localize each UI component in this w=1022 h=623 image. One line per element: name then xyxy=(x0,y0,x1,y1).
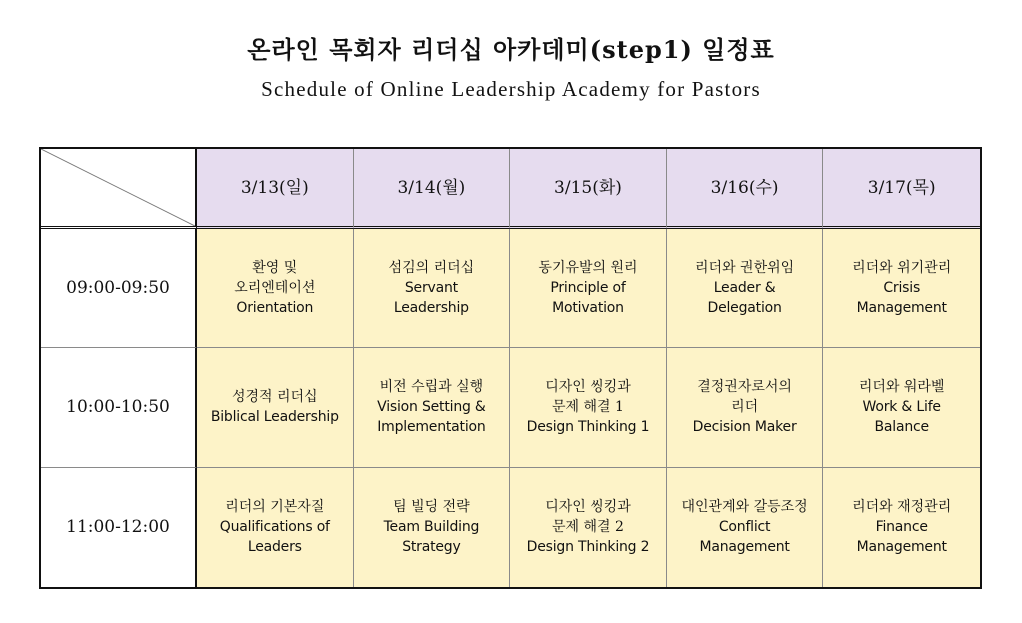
session-text-line: 리더와 위기관리 xyxy=(852,260,952,277)
session-text-line: Conflict xyxy=(718,519,771,536)
session-text-line: Leaders xyxy=(247,539,302,556)
corner-cell xyxy=(41,149,197,229)
time-slot-label: 11:00-12:00 xyxy=(41,468,197,587)
session-text-line: 리더 xyxy=(731,399,759,416)
page-subtitle: Schedule of Online Leadership Academy for Pastors xyxy=(261,77,761,101)
session-text-line: Design Thinking 1 xyxy=(526,419,650,436)
diagonal-divider xyxy=(41,149,195,226)
time-slot-label: 09:00-09:50 xyxy=(41,229,197,348)
session-text-line: Design Thinking 2 xyxy=(526,539,650,556)
session-text-line: Motivation xyxy=(552,300,624,317)
session-text-line: 비전 수립과 실행 xyxy=(379,379,484,396)
session-text-line: 대인관계와 갈등조정 xyxy=(681,499,808,516)
day-header: 3/15(화) xyxy=(510,149,667,229)
session-text-line: Leadership xyxy=(393,300,469,317)
session-text-line: 리더와 워라벨 xyxy=(858,379,945,396)
session-cell xyxy=(823,348,980,467)
page-title: 온라인 목회자 리더십 아카데미(step1) 일정표 xyxy=(247,35,775,64)
session-text-line: 문제 해결 1 xyxy=(552,399,624,416)
session-text-line: 디자인 씽킹과 xyxy=(545,499,631,516)
session-text-line: Work & Life xyxy=(862,399,941,416)
time-slot-label: 10:00-10:50 xyxy=(41,348,197,467)
session-text-line: 리더와 권한위임 xyxy=(695,260,795,277)
session-text-line: 환영 및 xyxy=(252,260,298,277)
session-text-line: Strategy xyxy=(402,539,461,556)
session-text-line: Finance xyxy=(875,519,928,536)
session-text-line: 리더의 기본자질 xyxy=(225,499,325,516)
session-text-line: Management xyxy=(856,300,947,317)
session-cell xyxy=(667,348,824,467)
session-cell xyxy=(510,229,667,348)
session-cell xyxy=(510,468,667,587)
day-header: 3/13(일) xyxy=(197,149,354,229)
day-header: 3/16(수) xyxy=(667,149,824,229)
session-text-line: Qualifications of xyxy=(219,519,330,536)
session-text-line: Team Building xyxy=(383,519,480,536)
session-text-line: 오리엔테이션 xyxy=(234,280,316,297)
session-text-line: Implementation xyxy=(377,419,486,436)
session-text-line: Leader & xyxy=(713,280,776,297)
day-header: 3/17(목) xyxy=(823,149,980,229)
session-text-line: Balance xyxy=(874,419,929,436)
schedule-table xyxy=(39,147,982,589)
session-text-line: 리더와 재정관리 xyxy=(852,499,952,516)
session-text-line: Principle of xyxy=(550,280,626,297)
session-text-line: Decision Maker xyxy=(692,419,797,436)
session-text-line: 문제 해결 2 xyxy=(552,519,624,536)
session-text-line: Delegation xyxy=(707,300,782,317)
session-text-line: 결정권자로서의 xyxy=(697,379,792,396)
session-text-line: Management xyxy=(856,539,947,556)
session-text-line: 디자인 씽킹과 xyxy=(545,379,631,396)
session-text-line: Crisis xyxy=(883,280,921,297)
session-cell xyxy=(354,468,511,587)
session-cell xyxy=(197,468,354,587)
session-text-line: 팀 빌딩 전략 xyxy=(393,499,470,516)
session-cell xyxy=(823,229,980,348)
session-cell xyxy=(667,229,824,348)
session-cell xyxy=(197,348,354,467)
session-text-line: Management xyxy=(699,539,790,556)
session-text-line: Vision Setting & xyxy=(377,399,486,416)
session-text-line: 동기유발의 원리 xyxy=(538,260,638,277)
session-cell xyxy=(354,348,511,467)
session-cell xyxy=(197,229,354,348)
session-cell xyxy=(354,229,511,348)
session-cell xyxy=(667,468,824,587)
session-text-line: 섬김의 리더십 xyxy=(388,260,475,277)
session-text-line: Orientation xyxy=(236,300,314,317)
day-header: 3/14(월) xyxy=(354,149,511,229)
session-text-line: Servant xyxy=(404,280,458,297)
session-text-line: Biblical Leadership xyxy=(210,409,339,426)
session-cell xyxy=(823,468,980,587)
session-cell xyxy=(510,348,667,467)
session-text-line: 성경적 리더십 xyxy=(231,389,318,406)
